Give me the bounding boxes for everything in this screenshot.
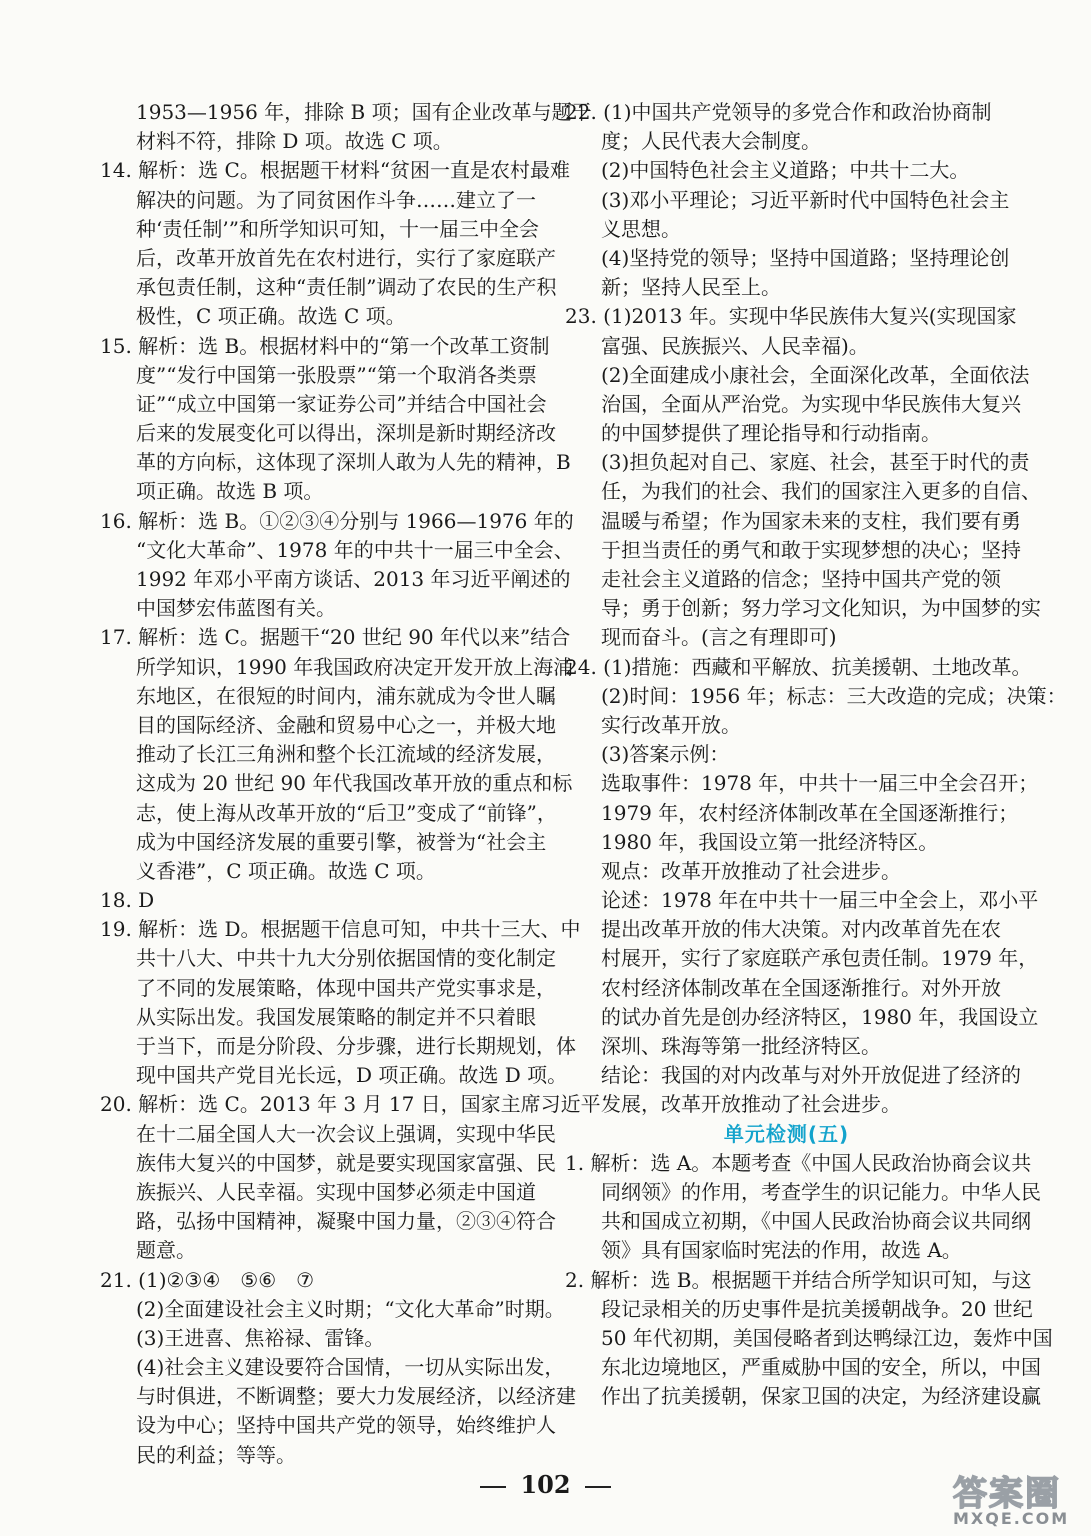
text-line: (3)邓小平理论；习近平新时代中国特色社会主	[601, 187, 1010, 212]
text-line: 民的利益；等等。	[136, 1442, 296, 1467]
text-line: 的试办首先是创办经济特区，1980 年，我国设立	[601, 1004, 1039, 1029]
text-line: 义思想。	[601, 216, 681, 241]
text-line: 度；人民代表大会制度。	[601, 129, 821, 154]
text-line: (2)全面建设社会主义时期；“文化大革命”时期。	[136, 1296, 565, 1321]
page-number: 102	[520, 1470, 571, 1499]
footer-dash-left	[480, 1486, 506, 1488]
text-line: (3)王进喜、焦裕禄、雷锋。	[136, 1325, 385, 1350]
text-line: 走社会主义道路的信念；坚持中国共产党的领	[601, 567, 1001, 591]
text-line: 深圳、珠海等第一批经济特区。	[601, 1034, 881, 1058]
text-line: 推动了长江三角洲和整个长江流域的经济发展，	[136, 742, 556, 767]
page-footer	[0, 1470, 1091, 1499]
answer-21: 21. (1)②③④ ⑤⑥ ⑦	[100, 1267, 315, 1292]
text-line: 新；坚持人民至上。	[601, 275, 781, 300]
text-line: 共十八大、中共十九大分别依据国情的变化制定	[136, 946, 556, 971]
text-line: 了不同的发展策略，体现中国共产党实事求是，	[136, 975, 556, 1000]
text-line: 任，为我们的社会、我们的国家注入更多的自信、	[601, 479, 1041, 504]
text-line: 同纲领》的作用，考查学生的识记能力。中华人民	[601, 1179, 1041, 1204]
text-line: 极性，C 项正确。故选 C 项。	[136, 304, 406, 329]
answer-20: 20. 解析：选 C。2013 年 3 月 17 日，国家主席习近平	[100, 1092, 601, 1117]
text-line: 题意。	[136, 1238, 196, 1263]
text-line: 义香港”，C 项正确。故选 C 项。	[136, 858, 436, 883]
text-line: 目的国际经济、金融和贸易中心之一，并极大地	[136, 712, 556, 737]
text-line: 村展开，实行了家庭联产承包责任制。1979 年，	[601, 946, 1039, 971]
answer-2: 2. 解析：选 B。根据题干并结合所学知识可知，与这	[565, 1267, 1032, 1292]
text-line: 解决的问题。为了同贫困作斗争……建立了一	[136, 187, 536, 212]
text-line: 1980 年，我国设立第一批经济特区。	[601, 829, 939, 854]
text-line: (2)中国特色社会主义道路；中共十二大。	[601, 158, 970, 183]
text-line: 项正确。故选 B 项。	[136, 479, 324, 504]
answer-23: 23. (1)2013 年。实现中华民族伟大复兴(实现国家	[565, 304, 1017, 329]
text-line: 论述：1978 年在中共十一届三中全会上，邓小平	[601, 888, 1039, 913]
left-column	[100, 98, 601, 1470]
text-line: (3)担负起对自己、家庭、社会，甚至于时代的责	[601, 450, 1030, 475]
text-line: 共和国成立初期，《中国人民政治协商会议共同纲	[601, 1209, 1031, 1234]
text-line: 中国梦宏伟蓝图有关。	[136, 596, 336, 621]
text-line: 东北边境地区，严重威胁中国的安全，所以，中国	[601, 1355, 1041, 1380]
text-line: 革的方向标，这体现了深圳人敢为人先的精神，B	[136, 450, 571, 475]
text-line: 后，改革开放首先在农村进行，实行了家庭联产	[136, 245, 556, 270]
text-line: 富强、民族振兴、人民幸福)。	[601, 333, 869, 358]
answer-24: 24. (1)措施：西藏和平解放、抗美援朝、土地改革。	[565, 654, 1032, 679]
text-line: 50 年代初期，美国侵略者到达鸭绿江边，轰炸中国	[601, 1325, 1053, 1350]
watermark-title: 答案圈	[953, 1474, 1061, 1514]
answer-17: 17. 解析：选 C。据题干“20 世纪 90 年代以来”结合	[100, 625, 571, 650]
answer-22: 22. (1)中国共产党领导的多党合作和政治协商制	[565, 100, 992, 124]
watermark-logo	[953, 1466, 1083, 1530]
text-line: 农村经济体制改革在全国逐渐推行。对外开放	[601, 975, 1001, 1000]
section-heading: 单元检测(五)	[723, 1121, 850, 1146]
text-line: 路，弘扬中国精神，凝聚中国力量，②③④符合	[136, 1209, 556, 1234]
answer-16: 16. 解析：选 B。①②③④分别与 1966—1976 年的	[100, 508, 574, 533]
text-line: 这成为 20 世纪 90 年代我国改革开放的重点和标	[136, 771, 573, 796]
text-line: 在十二届全国人大一次会议上强调，实现中华民	[136, 1121, 556, 1146]
text-line: 族振兴、人民幸福。实现中国梦必须走中国道	[136, 1179, 536, 1204]
text-line: 段记录相关的历史事件是抗美援朝战争。20 世纪	[601, 1296, 1033, 1321]
text-line: 发展，改革开放推动了社会进步。	[601, 1092, 901, 1117]
text-line: 族伟大复兴的中国梦，就是要实现国家富强、民	[136, 1150, 556, 1175]
text-line: 与时俱进，不断调整；要大力发展经济，以经济建	[136, 1384, 576, 1409]
answer-15: 15. 解析：选 B。根据材料中的“第一个改革工资制	[100, 333, 550, 358]
text-line: 实行改革开放。	[601, 712, 741, 737]
text-line: 结论：我国的对内改革与对外开放促进了经济的	[601, 1063, 1021, 1088]
text-line: “文化大革命”、1978 年的中共十一届三中全会、	[136, 537, 574, 562]
text-line: 志，使上海从改革开放的“后卫”变成了“前锋”，	[136, 800, 557, 825]
text-line: 1953—1956 年，排除 B 项；国有企业改革与题干	[136, 100, 592, 124]
text-line: 1979 年，农村经济体制改革在全国逐渐推行；	[601, 800, 1019, 825]
text-line: (4)坚持党的领导；坚持中国道路；坚持理论创	[601, 245, 1010, 270]
text-line: 所学知识，1990 年我国政府决定开发开放上海浦	[136, 654, 574, 679]
text-line: 选取事件：1978 年，中共十一届三中全会召开；	[601, 771, 1039, 796]
text-line: 度”“发行中国第一张股票”“第一个取消各类票	[136, 362, 537, 387]
text-line: 于当下，而是分阶段、分步骤，进行长期规划，体	[136, 1034, 576, 1058]
text-line: 从实际出发。我国发展策略的制定并不只着眼	[136, 1004, 536, 1029]
text-line: 材料不符，排除 D 项。故选 C 项。	[136, 129, 453, 154]
text-line: 证”“成立中国第一家证券公司”并结合中国社会	[136, 391, 547, 416]
text-line: 导；勇于创新；努力学习文化知识，为中国梦的实	[601, 596, 1041, 621]
text-line: 治国，全面从严治党。为实现中华民族伟大复兴	[601, 391, 1021, 416]
text-line: 观点：改革开放推动了社会进步。	[601, 858, 901, 883]
text-line: 领》具有国家临时宪法的作用，故选 A。	[601, 1238, 962, 1263]
text-line: 承包责任制，这种“责任制”调动了农民的生产积	[136, 275, 557, 300]
answer-19: 19. 解析：选 D。根据题干信息可知，中共十三大、中	[100, 917, 581, 942]
text-line: 现中国共产党目光长远，D 项正确。故选 D 项。	[136, 1063, 568, 1088]
watermark-url: MXQE.COM	[953, 1509, 1070, 1528]
text-line: 成为中国经济发展的重要引擎，被誉为“社会主	[136, 829, 547, 854]
text-line: 于担当责任的勇气和敢于实现梦想的决心；坚持	[601, 537, 1021, 562]
text-line: 现而奋斗。(言之有理即可)	[601, 625, 837, 650]
text-line: (3)答案示例：	[601, 742, 730, 767]
answer-18: 18. D	[100, 888, 155, 913]
text-line: 东地区，在很短的时间内，浦东就成为令世人瞩	[136, 683, 556, 708]
text-line: 后来的发展变化可以得出，深圳是新时期经济改	[136, 421, 556, 446]
text-line: 的中国梦提供了理论指导和行动指南。	[601, 421, 941, 446]
text-line: 设为中心；坚持中国共产党的领导，始终维护人	[136, 1413, 556, 1438]
footer-dash-right	[585, 1486, 611, 1488]
text-line: 1992 年邓小平南方谈话、2013 年习近平阐述的	[136, 567, 571, 591]
text-line: (4)社会主义建设要符合国情，一切从实际出发，	[136, 1355, 565, 1380]
text-line: 温暖与希望；作为国家未来的支柱，我们要有勇	[601, 508, 1021, 533]
text-line: (2)全面建成小康社会，全面深化改革，全面依法	[601, 362, 1030, 387]
answer-1: 1. 解析：选 A。本题考查《中国人民政治协商会议共	[565, 1150, 1032, 1175]
text-line: 种‘责任制’”和所学知识可知，十一届三中全会	[136, 216, 539, 241]
text-line: 提出改革开放的伟大决策。对内改革首先在农	[601, 917, 1001, 942]
text-line: (2)时间：1956 年；标志：三大改造的完成；决策：	[601, 683, 1067, 708]
answer-14: 14. 解析：选 C。根据题干材料“贫困一直是农村最难	[100, 158, 571, 183]
text-line: 作出了抗美援朝，保家卫国的决定，为经济建设赢	[601, 1384, 1041, 1409]
right-column	[565, 98, 1067, 1411]
